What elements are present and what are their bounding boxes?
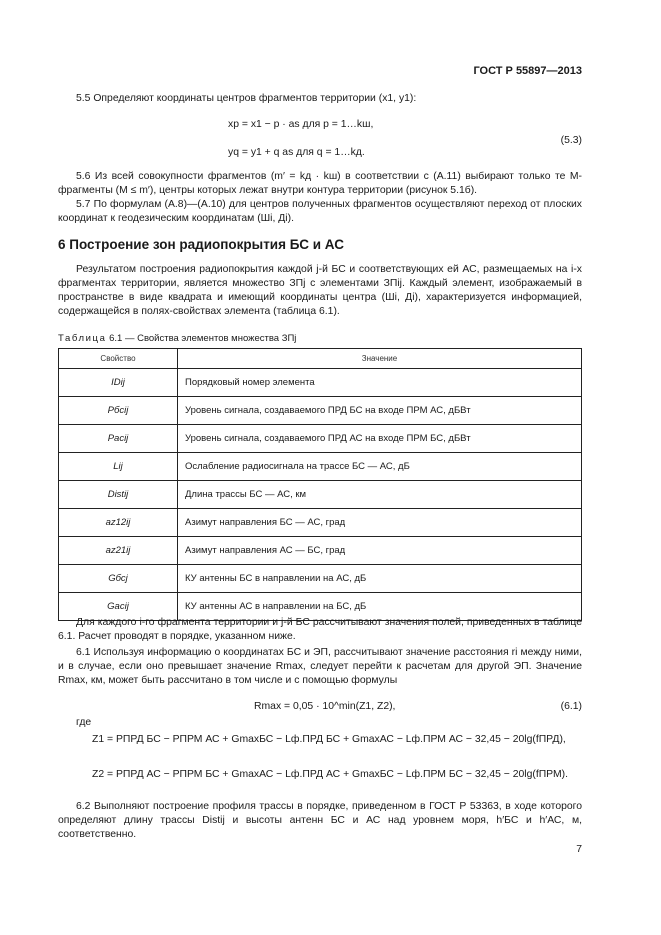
paragraph-5-7: 5.7 По формулам (А.8)—(А.10) для центров полученных фрагментов осуществляют переход от плоских координат к геодезическим координатам (Шi, Дi). [58, 199, 582, 224]
formula-rmax: Rmax = 0,05 · 10^min(Z1, Z2), [254, 701, 396, 712]
page-number: 7 [576, 844, 582, 855]
table-row [59, 453, 582, 481]
paragraph-5-6: 5.6 Из всей совокупности фрагментов (m′ = kд · kш) в соответствии с (А.11) выбирают только те M-фрагменты (M ≤ m′), центры которых лежат внутри контура территории (рисунок 5.1б). [58, 171, 582, 196]
formula-y-coordinate: yq = y1 + q as для q = 1…kд. [228, 147, 365, 158]
table-caption-prefix: Таблица [58, 333, 107, 344]
section-6-intro: Результатом построения радиопокрытия каждой j-й БС и соответствующих ей АС, размещаемых на i-х фрагментах территории, является множество ЗПj с элементами ЗПij. Каждый элемент, изображаемый в пространстве в виде квадрата и имеющий координаты центра (Шi, Дi), характеризуется информацией, содержащейся в полях-свойствах элемента (таблица 6.1). [58, 264, 582, 317]
where-label: где [76, 717, 92, 728]
row-value: Порядковый номер элемента [178, 369, 582, 397]
formula-z1: Z1 = PПРД БС − PПРМ АС + GmaxБС − Lф.ПРД БС + GmaxАС − Lф.ПРМ АС − 32,45 − 20lg(fПРД), [92, 734, 566, 745]
document-code: ГОСТ Р 55897—2013 [473, 65, 582, 77]
row-symbol: Рacij [59, 425, 178, 453]
table-row [59, 397, 582, 425]
equation-number-5-3: (5.3) [560, 135, 582, 146]
table-row [59, 565, 582, 593]
formula-x-coordinate: xp = x1 − p · as для p = 1…kш, [228, 119, 374, 130]
formula-z2: Z2 = PПРД АС − PПРМ БС + GmaxАС − Lф.ПРД АС + GmaxБС − Lф.ПРМ БС − 32,45 − 20lg(fПРМ). [92, 769, 568, 780]
row-symbol: IDij [59, 369, 178, 397]
row-value: КУ антенны АС в направлении на БС, дБ [178, 593, 582, 621]
row-symbol: Рбсij [59, 397, 178, 425]
section-heading-6: 6 Построение зон радиопокрытия БС и АС [58, 237, 344, 252]
table-row [59, 537, 582, 565]
row-value: КУ антенны БС в направлении на АС, дБ [178, 565, 582, 593]
row-symbol: Distij [59, 481, 178, 509]
row-value: Длина трассы БС — АС, км [178, 481, 582, 509]
table-row [59, 425, 582, 453]
row-value: Уровень сигнала, создаваемого ПРД БС на входе ПРМ АС, дБВт [178, 397, 582, 425]
row-symbol: az21ij [59, 537, 178, 565]
row-value: Азимут направления АС — БС, град [178, 537, 582, 565]
table-caption [58, 332, 296, 346]
header-value: Значение [178, 349, 582, 369]
row-value: Ослабление радиосигнала на трассе БС — АС, дБ [178, 453, 582, 481]
row-value: Азимут направления БС — АС, град [178, 509, 582, 537]
row-symbol: Gacij [59, 593, 178, 621]
paragraph-6-2: 6.2 Выполняют построение профиля трассы в порядке, приведенном в ГОСТ Р 53363, в ходе которого определяют длину трассы Distij и высоты антенн БС и АС над уровнем моря, h′БС и h′АС, м, соответственно. [58, 801, 582, 840]
properties-table [58, 348, 582, 621]
table-row [59, 509, 582, 537]
row-value: Уровень сигнала, создаваемого ПРД АС на входе ПРМ БС, дБВт [178, 425, 582, 453]
header-property: Свойство [59, 349, 178, 369]
after-table-paragraph: Для каждого i-го фрагмента территории и j-й БС рассчитывают значения полей, приведенных в таблице 6.1. Расчет проводят в порядке, указанном ниже. [58, 617, 582, 642]
row-symbol: Gбсj [59, 565, 178, 593]
row-symbol: az12ij [59, 509, 178, 537]
table-row [59, 481, 582, 509]
paragraph-5-5: 5.5 Определяют координаты центров фрагментов территории (x1, y1): [76, 93, 417, 104]
equation-number-6-1: (6.1) [560, 701, 582, 712]
table-header-row [59, 349, 582, 369]
paragraph-6-1: 6.1 Используя информацию о координатах БС и ЭП, рассчитывают значение расстояния ri между ними, и в случае, если оно превышает значение Rmax, следует перейти к расчетам для другой ЭП. Значение Rmax, км, может быть рассчитано в том числе и с помощью формулы [58, 647, 582, 686]
table-caption-text: 6.1 — Свойства элементов множества ЗПj [109, 333, 297, 344]
table-row [59, 369, 582, 397]
row-symbol: Lij [59, 453, 178, 481]
